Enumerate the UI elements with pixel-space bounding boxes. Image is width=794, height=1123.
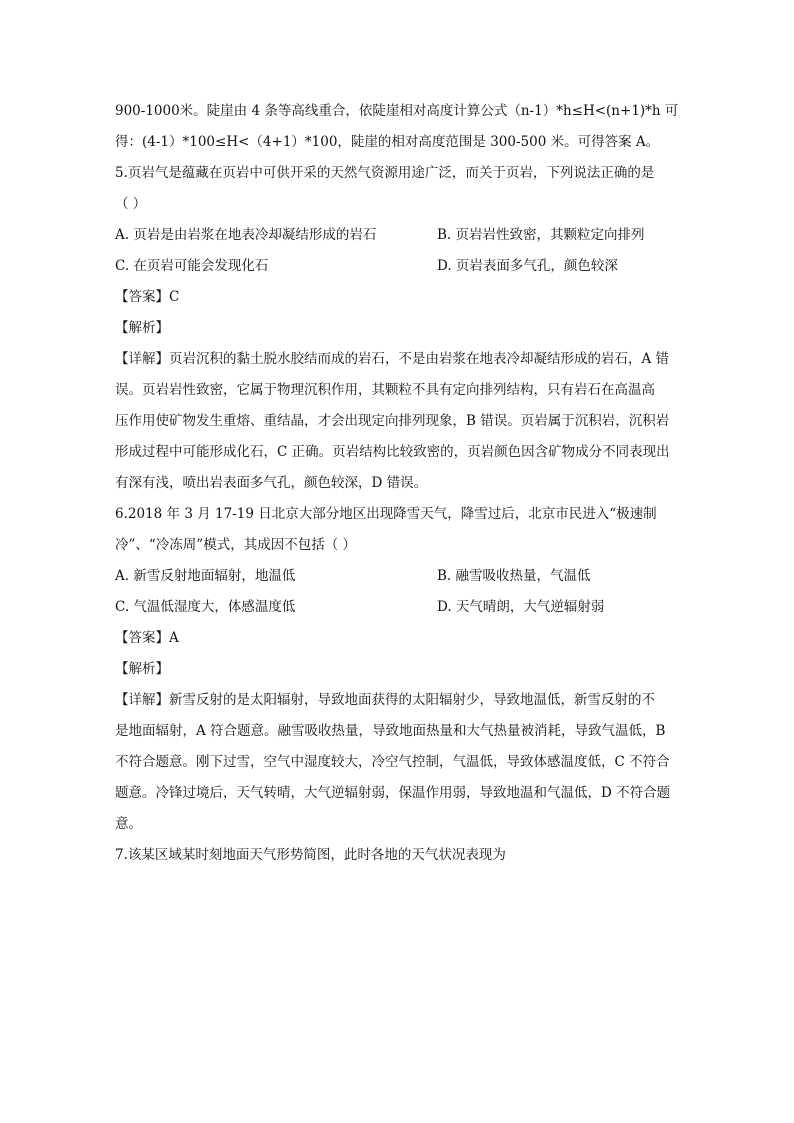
question-5-detail-line: 形成过程中可能形成化石，C 正确。页岩结构比较致密的，页岩颜色因含矿物成分不同表现出 — [115, 444, 670, 460]
question-6-detail-line: 【详解】新雪反射的是太阳辐射，导致地面获得的太阳辐射少，导致地温低，新雪反射的不 — [115, 692, 655, 708]
question-6-analysis-label: 【解析】 — [115, 661, 169, 677]
question-5-options-row — [115, 220, 685, 251]
question-6-detail-line: 题意。冷锋过境后，天气转晴，大气逆辐射弱，保温作用弱，导致地温和气温低，D 不符合题 — [115, 785, 671, 801]
question-5-stem: 5.页岩气是蕴藏在页岩中可供开采的天然气资源用途广泛，而关于页岩，下列说法正确的是 — [115, 165, 655, 181]
question-5-detail-line: 压作用使矿物发生重熔、重结晶，才会出现定向排列现象，B 错误。页岩属于沉积岩，沉积岩 — [115, 413, 670, 429]
option-d: D. 页岩表面多气孔，颜色较深 — [437, 258, 618, 274]
question-5-analysis-label: 【解析】 — [115, 320, 169, 336]
question-5-detail-line: 有深有浅，喷出岩表面多气孔，颜色较深，D 错误。 — [115, 475, 428, 491]
question-6-stem: 6.2018 年 3 月 17-19 日北京大部分地区出现降雪天气，降雪过后，北京市民进入“极速制 — [115, 506, 657, 522]
question-6-options-row — [115, 561, 685, 592]
question-5-answer: 【答案】C — [115, 289, 180, 305]
document-body — [115, 96, 685, 871]
option-c: C. 气温低湿度大，体感温度低 — [115, 599, 296, 615]
question-5-detail-line: 【详解】页岩沉积的黏土脱水胶结而成的岩石，不是由岩浆在地表冷却凝结形成的岩石，A 错 — [115, 351, 670, 367]
question-5-stem-bracket: （ ） — [115, 196, 147, 212]
option-b: B. 融雪吸收热量，气温低 — [437, 568, 591, 584]
question-6-options-row — [115, 592, 685, 623]
question-6-detail-line: 是地面辐射，A 符合题意。融雪吸收热量，导致地面热量和大气热量被消耗，导致气温低，B — [115, 723, 666, 739]
option-d: D. 天气晴朗，大气逆辐射弱 — [437, 599, 605, 615]
question-6-answer: 【答案】A — [115, 630, 179, 646]
intro-line: 得：(4-1）*100≤H<（4+1）*100，陡崖的相对高度范围是 300-500 米。可得答案 A。 — [115, 134, 660, 150]
option-b: B. 页岩岩性致密，其颗粒定向排列 — [437, 227, 645, 243]
question-6-stem: 冷”、“冷冻周”模式，其成因不包括（ ） — [115, 537, 356, 553]
intro-line: 900-1000米。陡崖由 4 条等高线重合，依陡崖相对高度计算公式（n-1）*h≤H<(n+1)*h 可 — [115, 103, 679, 119]
option-a: A. 页岩是由岩浆在地表冷却凝结形成的岩石 — [115, 227, 377, 243]
question-6-detail-line: 不符合题意。刚下过雪，空气中湿度较大，冷空气控制，气温低，导致体感温度低，C 不符合 — [115, 754, 670, 770]
question-7-stem: 7.该某区域某时刻地面天气形势简图，此时各地的天气状况表现为 — [115, 847, 506, 863]
question-5-detail-line: 误。页岩岩性致密，它属于物理沉积作用，其颗粒不具有定向排列结构，只有岩石在高温高 — [115, 382, 655, 398]
option-a: A. 新雪反射地面辐射，地温低 — [115, 568, 296, 584]
question-5-options-row — [115, 251, 685, 282]
question-6-detail-line: 意。 — [115, 816, 142, 832]
option-c: C. 在页岩可能会发现化石 — [115, 258, 269, 274]
